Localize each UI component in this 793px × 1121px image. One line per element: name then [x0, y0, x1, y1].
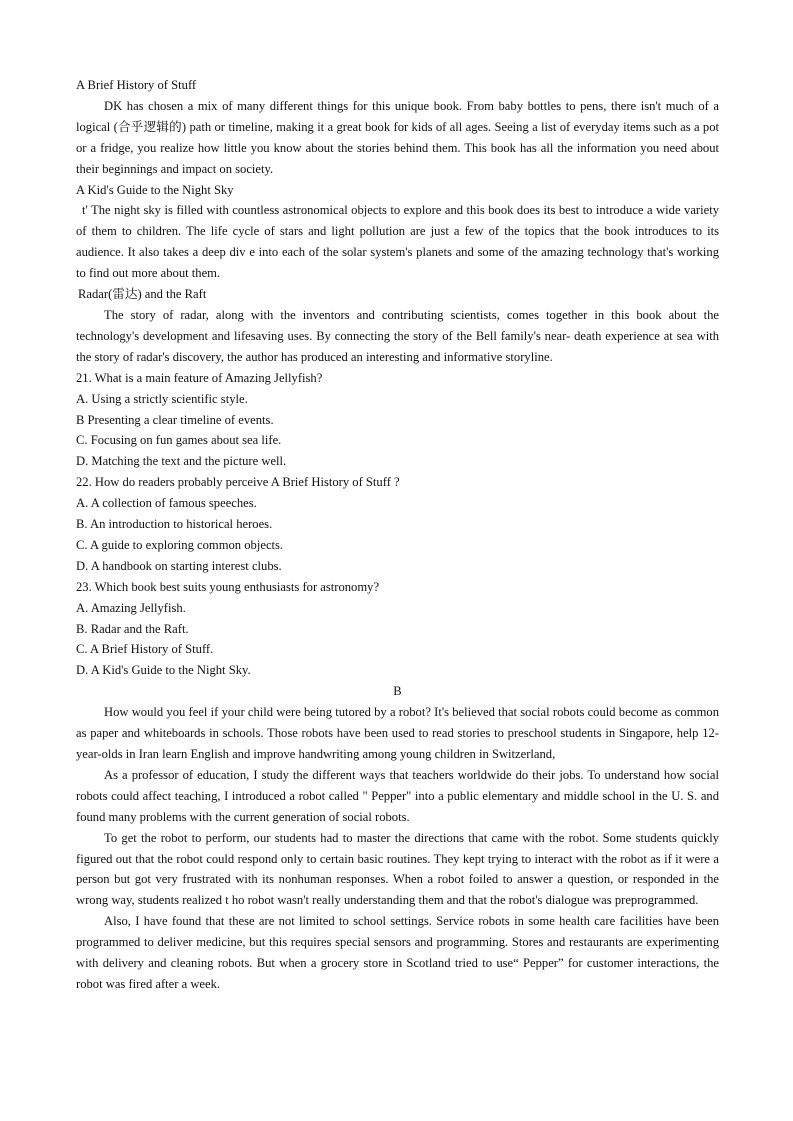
option-c: C. Focusing on fun games about sea life.	[76, 433, 282, 448]
section-label-b: B	[393, 684, 402, 699]
option-a: A. A collection of famous speeches.	[76, 496, 257, 511]
question-stem: 22. How do readers probably perceive A Brief History of Stuff ?	[76, 475, 400, 490]
option-d: D. Matching the text and the picture well.	[76, 454, 287, 469]
option-b: B. Radar and the Raft.	[76, 621, 189, 636]
book-title-night-sky: A Kid's Guide to the Night Sky	[76, 182, 234, 197]
option-c: C. A guide to exploring common objects.	[76, 537, 284, 552]
question-stem: 23. Which book best suits young enthusiasts for astronomy?	[76, 579, 380, 594]
option-d: D. A Kid's Guide to the Night Sky.	[76, 663, 251, 678]
book-description-night-sky: t' The night sky is filled with countless astronomical objects to explore and this book does its best to introduce a wide variety of them to children. The life cycle of stars and light pollution are just a few of the topics that the book introduces to its audience. It also takes a deep div e into each of the solar system's planets and some of the amazing technology that's working to find out more about them.	[76, 203, 719, 281]
option-b: B Presenting a clear timeline of events.	[76, 412, 274, 427]
passage-b-paragraph-3: To get the robot to perform, our students had to master the directions that came with the robot. Some students quickly figured out that the robot could respond only to certain basic routines. They kept trying to interact with the robot as if it were a person but got very frustrated with its nonhuman responses. When a robot foiled to answer a question, or responded in the wrong way, students realized t ho robot wasn't really understanding them and that the robot's dialogue was preprogrammed.	[76, 830, 719, 908]
passage-b-paragraph-2: As a professor of education, I study the different ways that teachers worldwide do their jobs. To understand how social robots could affect teaching, I introduced a robot called " Pepper" into a public elementary and middle school in the U. S. and found many problems with the current generation of social robots.	[76, 767, 719, 824]
passage-b-paragraph-4: Also, I have found that these are not limited to school settings. Service robots in some health care facilities have been programmed to deliver medicine, but this requires special sensors and programming. Stores and restaurants are experimenting with delivery and cleaning robots. But when a grocery store in Scotland tried to use“ Pepper” for customer interactions, the robot was fired after a week.	[76, 914, 719, 991]
option-a: A. Amazing Jellyfish.	[76, 600, 186, 615]
option-a: A. Using a strictly scientific style.	[76, 391, 248, 406]
passage-b-paragraph-1: How would you feel if your child were being tutored by a robot? It's believed that social robots could become as common as paper and whiteboards in schools. Those robots have been used to read stories to preschool students in Singapore, help 12- year-olds in Iran learn English and improve handwriting among young children in Switzerland,	[76, 705, 719, 761]
option-d: D. A handbook on starting interest clubs.	[76, 558, 282, 573]
book-description-brief-history: DK has chosen a mix of many different things for this unique book. From baby bottles to pens, there isn't much of a logical (合乎逻辑的) path or timeline, making it a great book for kids of all ages. Seeing a list of everyday items such as a pot or a fridge, you realize how little you know about the stories behind them. This book has all the information you need about their beginnings and impact on society.	[76, 98, 719, 176]
question-22	[76, 472, 719, 577]
question-stem: 21. What is a main feature of Amazing Jellyfish?	[76, 370, 323, 385]
option-c: C. A Brief History of Stuff.	[76, 642, 214, 657]
question-23	[76, 577, 719, 682]
book-title-radar: Radar(雷达) and the Raft	[78, 287, 207, 302]
option-b: B. An introduction to historical heroes.	[76, 517, 273, 532]
book-description-radar: The story of radar, along with the inventors and contributing scientists, comes together in this book about the technology's development and lifesaving uses. By connecting the story of the Bell family's near- death experience at sea with the story of radar's discovery, the author has produced an interesting and informative storyline.	[76, 307, 719, 364]
book-title-brief-history: A Brief History of Stuff	[76, 78, 197, 92]
question-21	[76, 368, 719, 473]
document-page	[76, 75, 719, 995]
